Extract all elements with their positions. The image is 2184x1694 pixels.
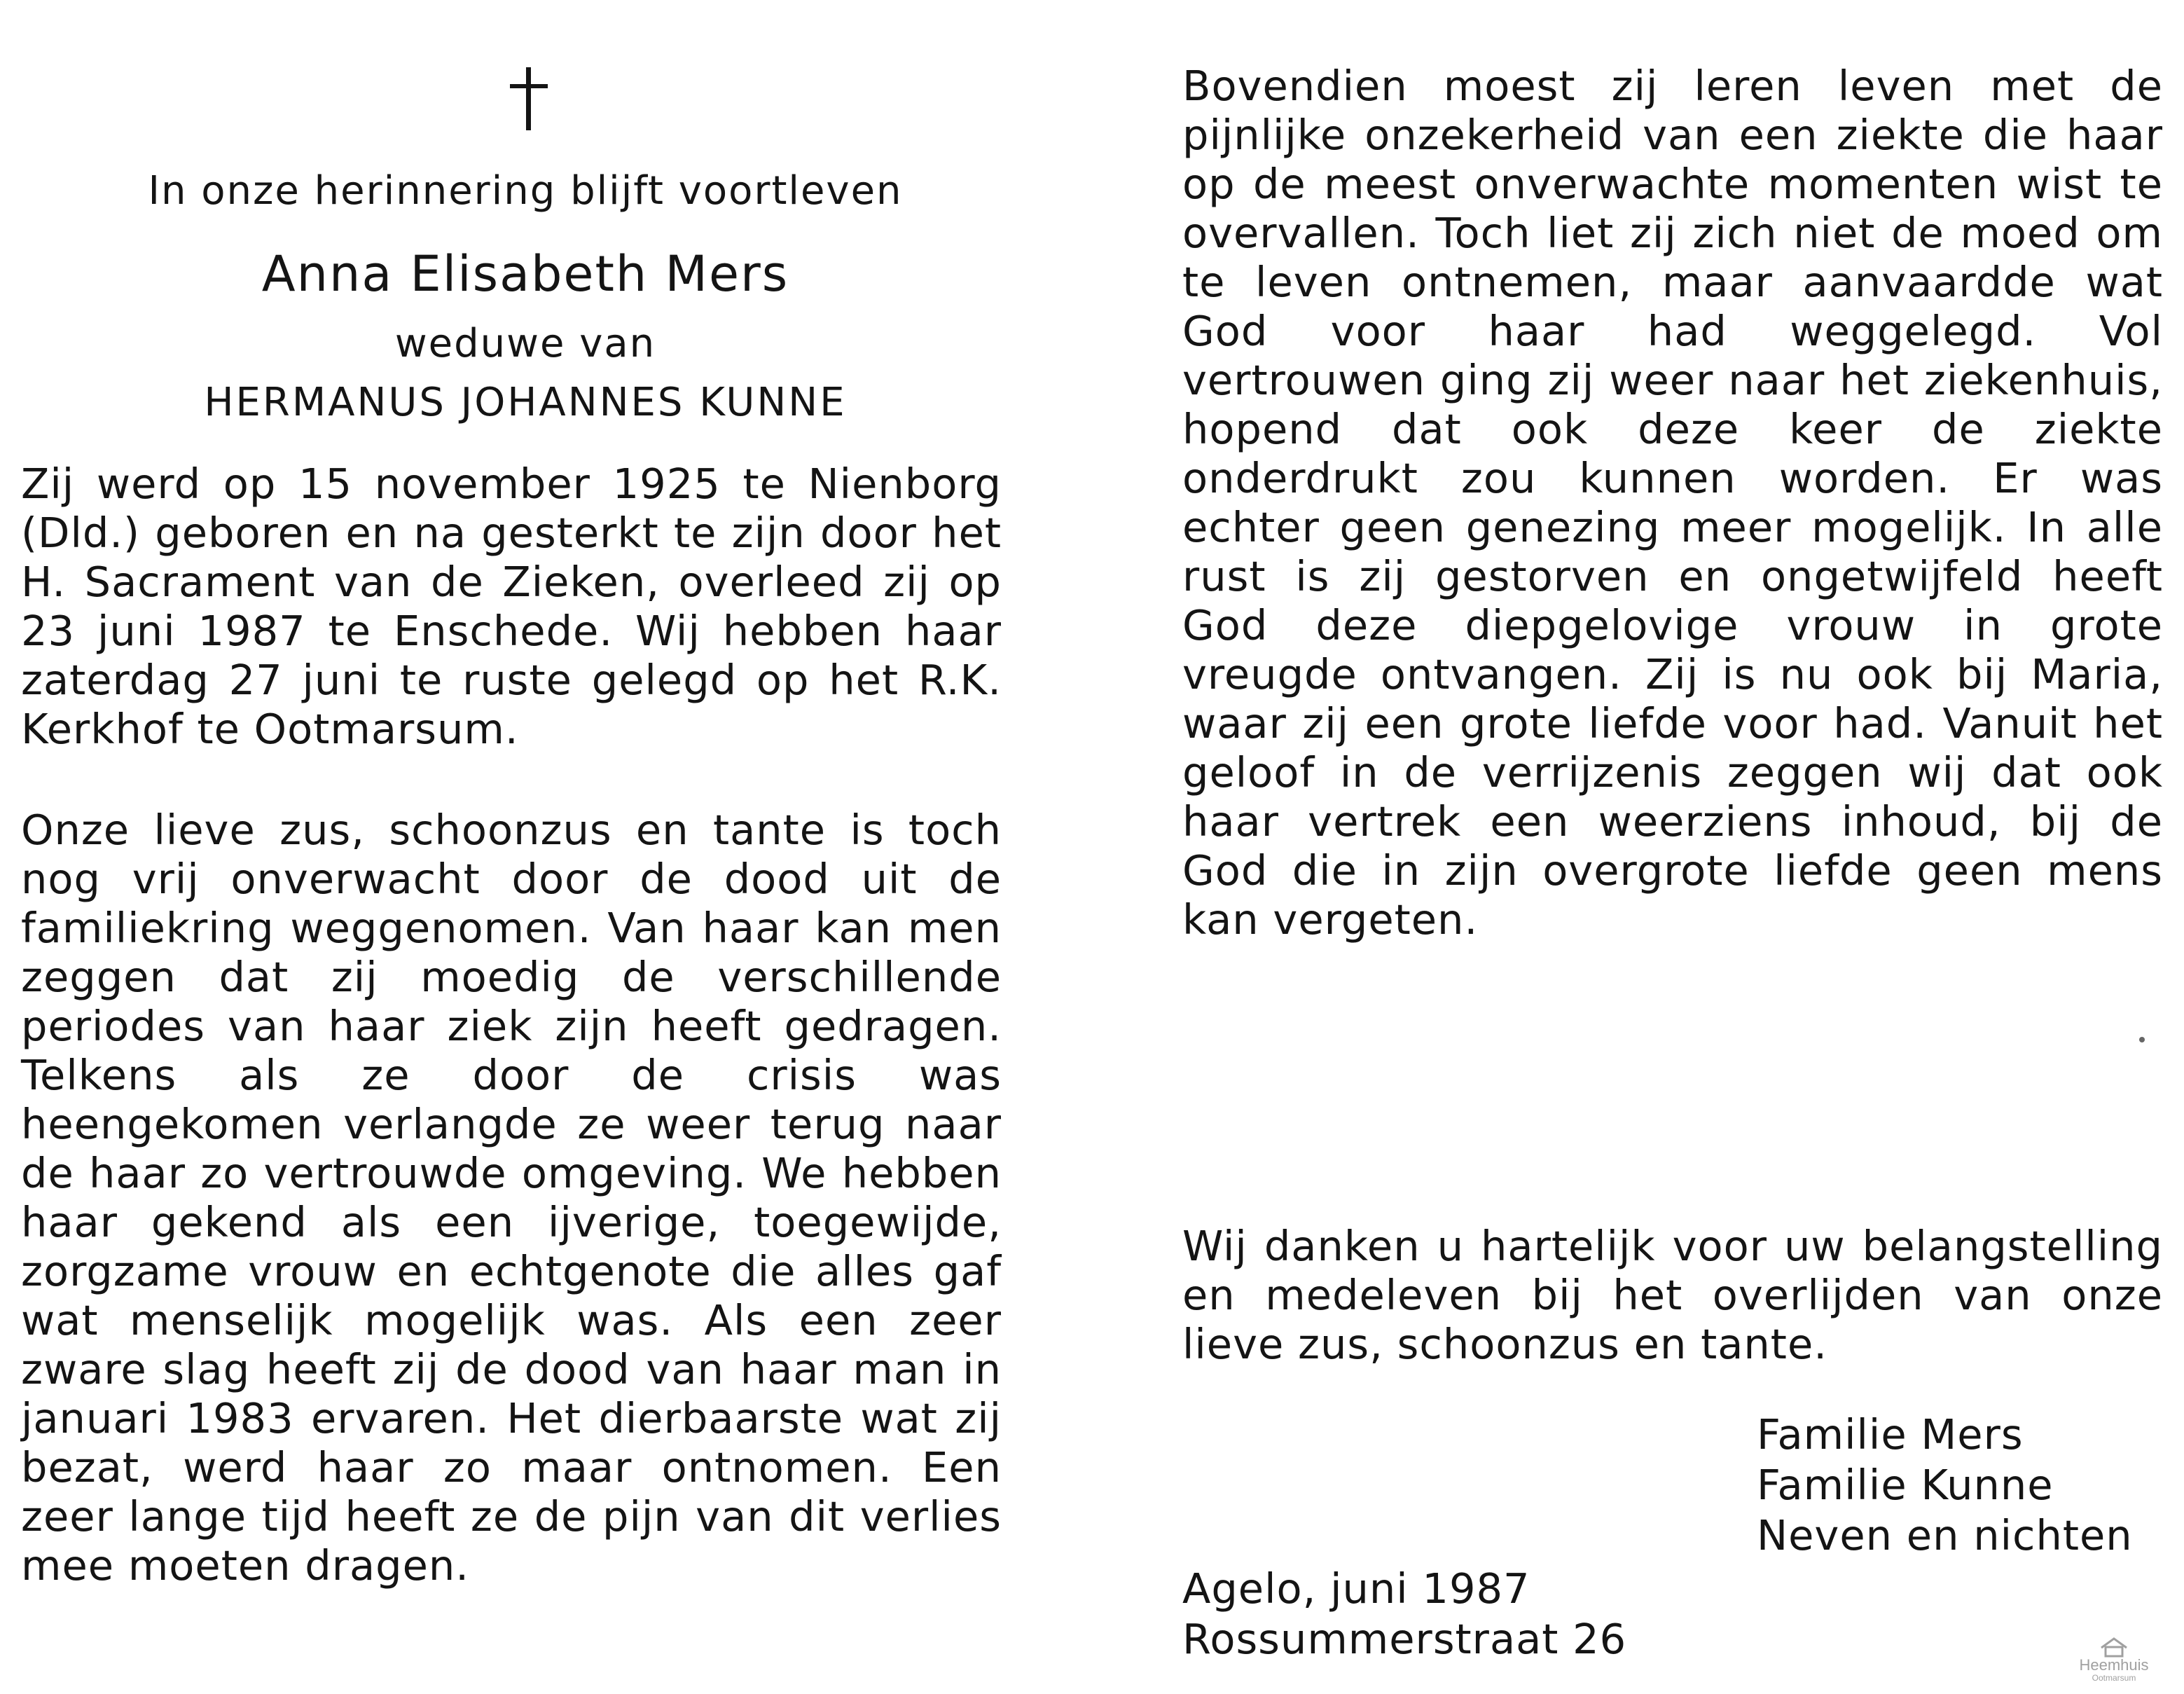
place-address-block: [1182, 1564, 1626, 1665]
house-icon: [2099, 1637, 2129, 1658]
faith-paragraph: Bovendien moest zij leren leven met de pijnlijke onzekerheid van een ziekte die haar op de meest onverwachte momenten wist te overvallen. Toch liet zij zich niet de moed om te leven ontnemen, maar aanvaardde wat God voor haar had weggelegd. Vol vertrouwen ging zij weer naar het ziekenhuis, hopend dat ook deze keer de ziekte onderdrukt zou kunnen worden. Er was echter geen genezing meer mogelijk. In alle rust is zij gestorven en ongetwijfeld heeft God deze diepgelovige vrouw in grote vreugde ontvangen. Zij is nu ook bij Maria, waar zij een grote liefde voor had. Vanuit het geloof in de verrijzenis zeggen wij dat ook haar vertrek een weerziens inhoud, bij de God die in zijn overgrote liefde geen mens kan vergeten.: [1182, 62, 2163, 944]
thanks-paragraph: Wij danken u hartelijk voor uw belangstelling en medeleven bij het overlijden van onze lieve zus, schoonzus en tante.: [1182, 1222, 2163, 1368]
paper-speck: [2139, 1037, 2145, 1042]
intro-line: In onze herinnering blijft voortleven: [148, 168, 903, 214]
watermark-name: Heemhuis: [2079, 1656, 2149, 1674]
address: Rossummerstraat 26: [1182, 1615, 1627, 1663]
remembrance-paragraph: Onze lieve zus, schoonzus en tante is toch nog vrij onverwacht door de dood uit de familiekring weggenomen. Van haar kan men zeggen dat zij moedig de verschillende periodes van haar ziek zijn heeft gedragen. Telkens als ze door de crisis was heengekomen verlangde ze weer terug naar de haar zo vertrouwde omgeving. We hebben haar gekend als een ijverige, toegewijde, zorgzame vrouw en echtgenote die alles gaf wat menselijk mogelijk was. Als een zeer zware slag heeft zij de dood van haar man in januari 1983 ervaren. Het dierbaarste wat zij bezat, werd haar zo maar ontnomen. Een zeer lange tijd heeft ze de pijn van dit verlies mee moeten dragen.: [21, 806, 1002, 1590]
signature-line: Neven en nichten: [1757, 1511, 2133, 1559]
biography-paragraph: Zij werd op 15 november 1925 te Nienborg (Dld.) geboren en na gesterkt te zijn door het H. Sacrament van de Zieken, overleed zij op 23 juni 1987 te Enschede. Wij hebben haar zaterdag 27 juni te ruste gelegd op het R.K. Kerkhof te Ootmarsum.: [21, 460, 1002, 753]
watermark-logo: [2065, 1637, 2163, 1690]
signature-line: Familie Mers: [1757, 1410, 2024, 1459]
place-date: Agelo, juni 1987: [1182, 1564, 1530, 1613]
watermark-sub: Ootmarsum: [2092, 1673, 2136, 1683]
deceased-name: Anna Elisabeth Mers: [261, 245, 789, 303]
signature-line: Familie Kunne: [1757, 1461, 2054, 1509]
husband-name: HERMANUS JOHANNES KUNNE: [204, 380, 847, 425]
signature-block: [1757, 1410, 2133, 1561]
cross-icon: [504, 67, 553, 130]
widow-line: weduwe van: [394, 321, 656, 366]
